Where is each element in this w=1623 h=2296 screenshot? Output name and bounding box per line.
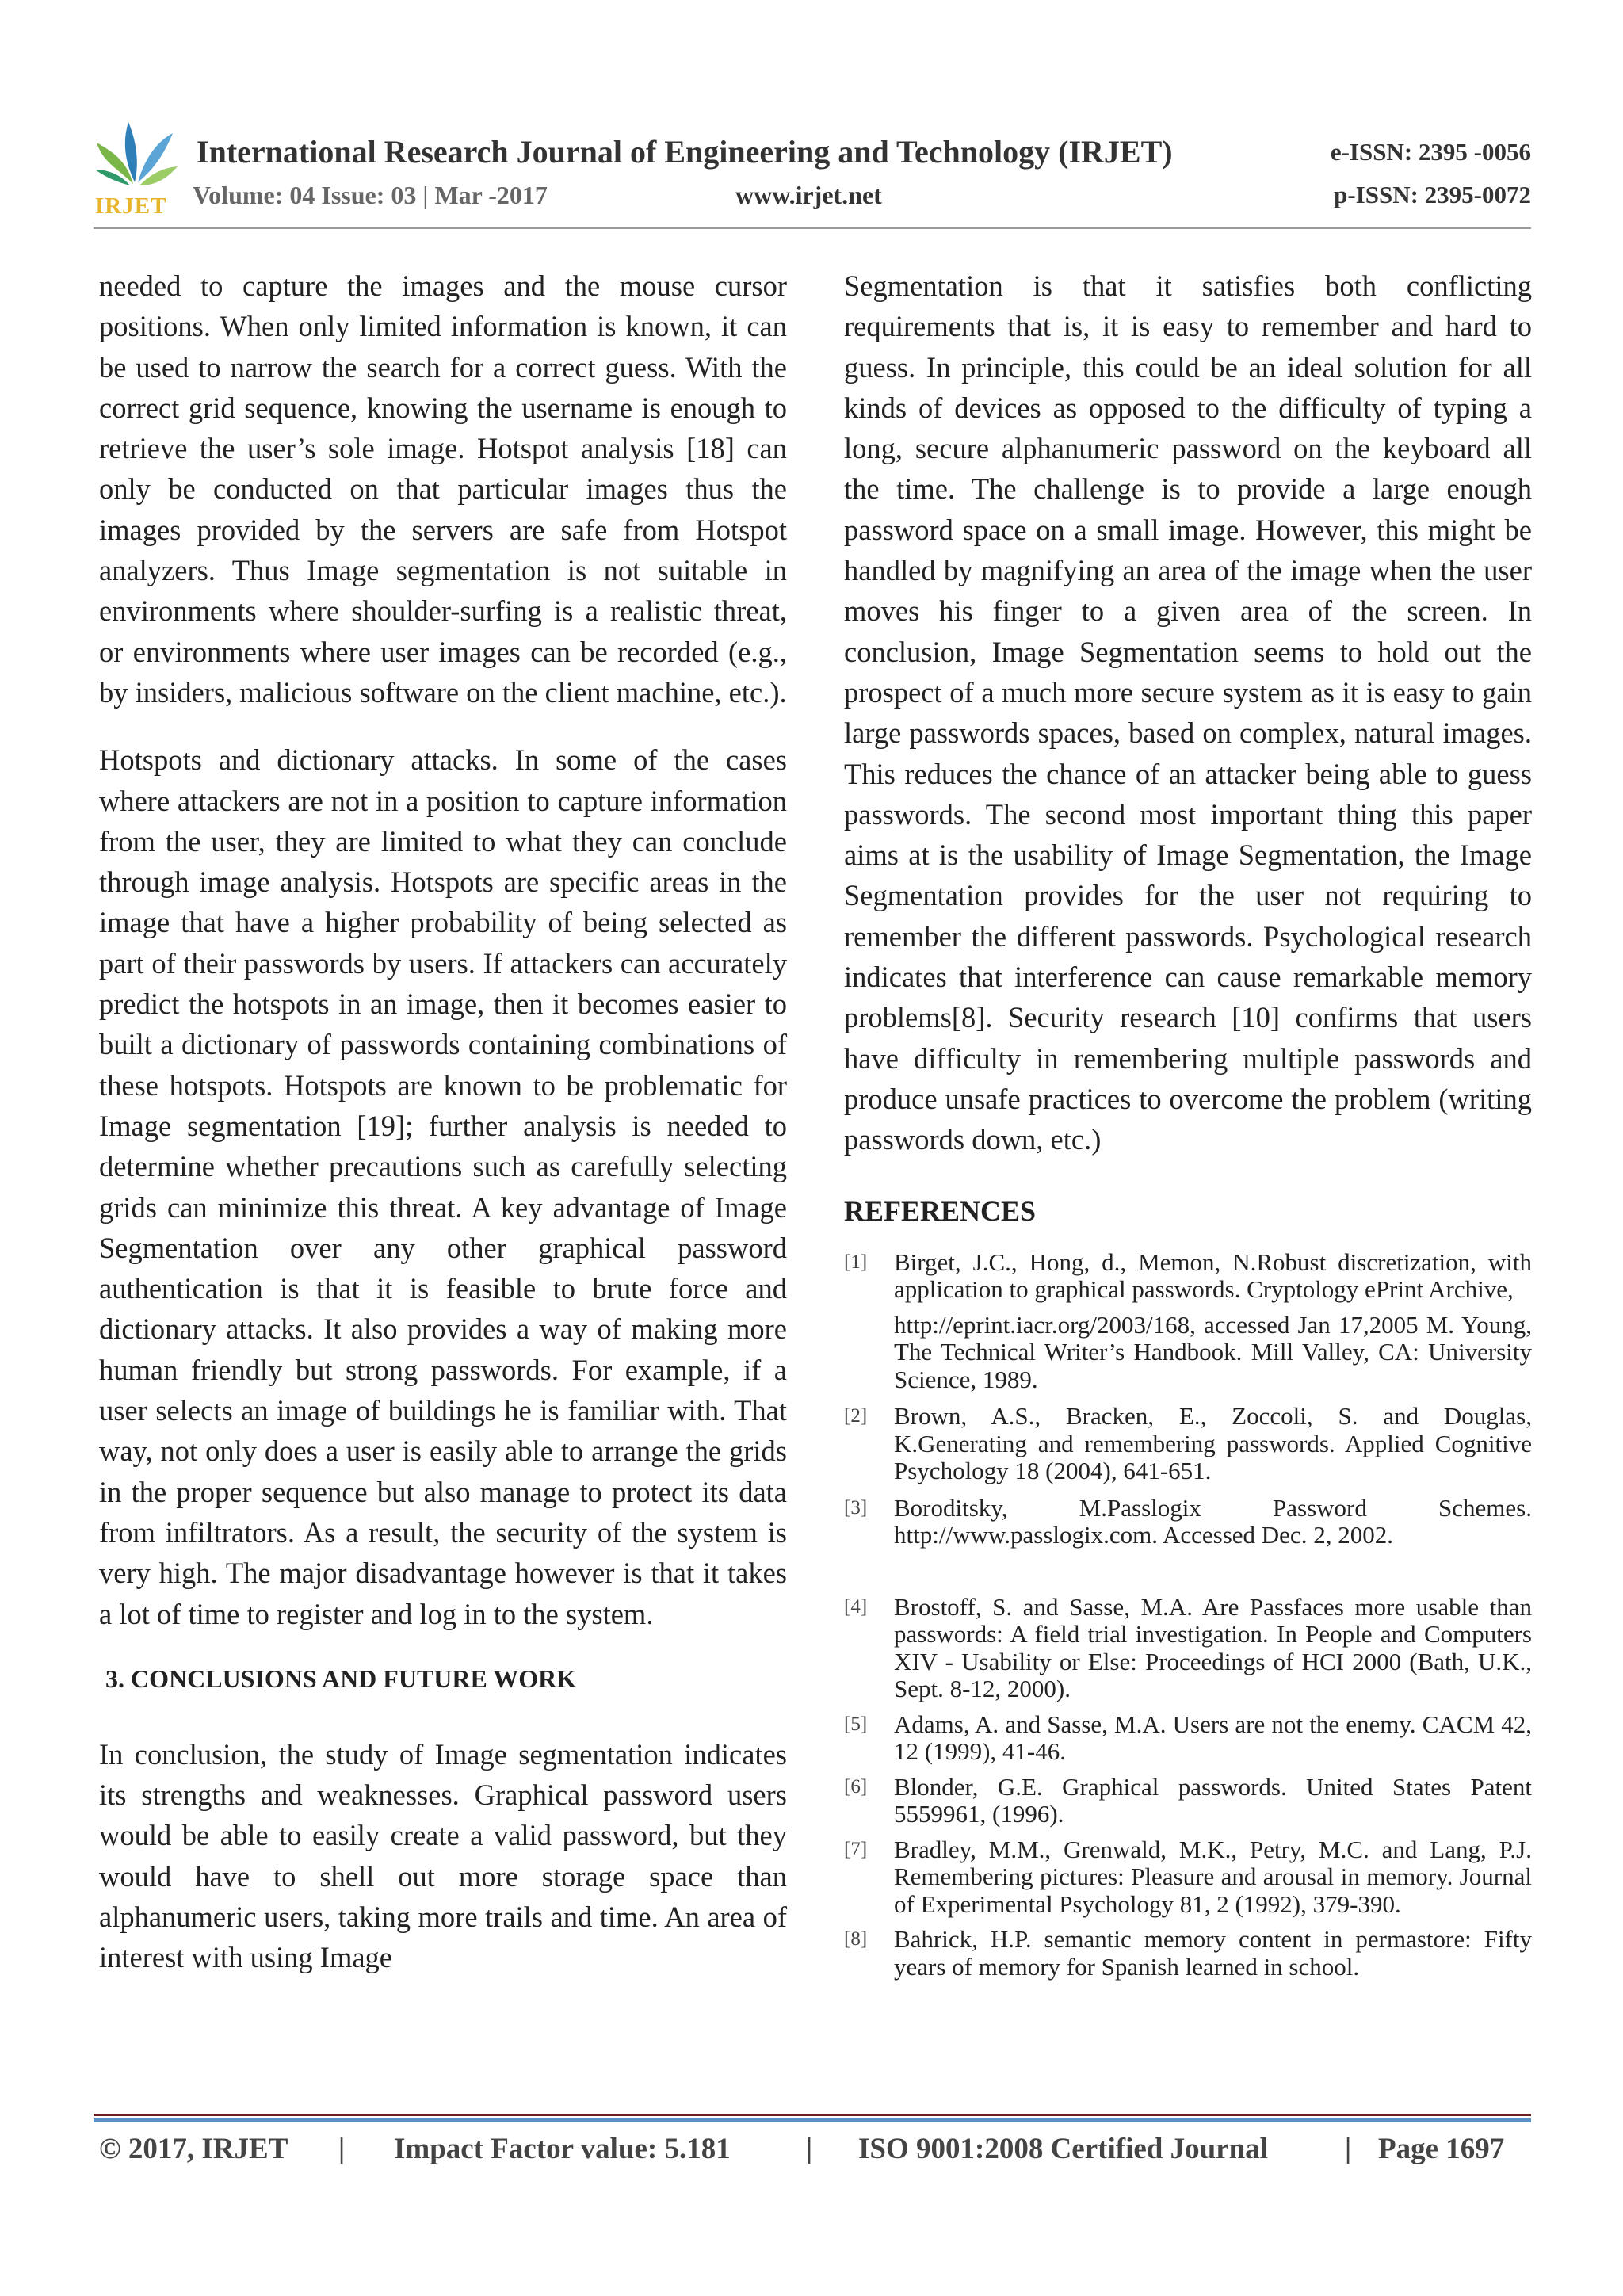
reference-text: Adams, A. and Sasse, M.A. Users are not the enemy. CACM 42, 12 (1999), 41-46.: [894, 1710, 1532, 1766]
footer-divider-bottom: [94, 2118, 1531, 2122]
volume-issue: Volume: 04 Issue: 03 | Mar -2017: [193, 181, 548, 209]
reference-text: Brown, A.S., Bracken, E., Zoccoli, S. and Douglas, K.Generating and remembering passwords. Applied Cognitive Psychology 18 (2004), 641-651.: [894, 1402, 1532, 1485]
journal-title: International Research Journal of Engineering and Technology (IRJET): [197, 134, 1173, 170]
reference-number: [4]: [844, 1595, 868, 1618]
body-paragraph: needed to capture the images and the mouse cursor positions. When only limited information is known, it can be used to narrow the search for a correct guess. With the correct grid sequence, knowing the username is enough to retrieve the user’s sole image. Hotspot analysis [18] can only be conducted on that particular images thus the images provided by the servers are safe from Hotspot analyzers. Thus Image segmentation is not suitable in environments where shoulder-surfing is a realistic threat, or environments where user images can be recorded (e.g., by insiders, malicious software on the client machine, etc.).: [99, 269, 787, 709]
reference-item: [844, 1403, 1532, 1485]
section-heading: 3. CONCLUSIONS AND FUTURE WORK: [105, 1664, 577, 1693]
reference-number: [3]: [844, 1496, 868, 1519]
header-divider: [94, 227, 1531, 229]
eissn: e-ISSN: 2395 -0056: [1330, 138, 1531, 166]
journal-website-link[interactable]: www.irjet.net: [735, 181, 882, 209]
reference-number: [7]: [844, 1838, 868, 1860]
logo-label: IRJET: [95, 193, 167, 219]
footer-separator: |: [806, 2133, 813, 2165]
reference-text: http://eprint.iacr.org/2003/168, accessed Jan 17,2005 M. Young, The Technical Writer’s Handbook. Mill Valley, CA: University Science, 1989.: [894, 1310, 1532, 1393]
reference-number: [8]: [844, 1928, 868, 1950]
reference-number: [1]: [844, 1251, 868, 1273]
reference-item: [844, 1926, 1532, 1981]
footer-impact-factor: Impact Factor value: 5.181: [394, 2133, 731, 2165]
footer-iso: ISO 9001:2008 Certified Journal: [858, 2133, 1268, 2165]
references-heading: REFERENCES: [844, 1194, 1037, 1227]
reference-text: Bahrick, H.P. semantic memory content in permastore: Fifty years of memory for Spanish learned in school.: [894, 1925, 1532, 1981]
pissn: p-ISSN: 2395-0072: [1334, 181, 1531, 208]
right-column: [844, 266, 1532, 1981]
reference-item: [844, 1249, 1532, 1394]
body-paragraph: Hotspots and dictionary attacks. In some of the cases where attackers are not in a position to capture information from the user, they are limited to what they can conclude through image analysis. Hotspots are specific areas in the image that have a higher probability of being selected as part of their passwords by users. If attackers can accurately predict the hotspots in an image, then it becomes easier to built a dictionary of passwords containing combinations of these hotspots. Hotspots are known to be problematic for Image segmentation [19]; further analysis is needed to determine whether precautions such as carefully selecting grids can minimize this threat. A key advantage of Image Segmentation over any other graphical password authentication is that it is feasible to brute force and dictionary attacks. It also provides a way of making more human friendly but strong passwords. For example, if a user selects an image of buildings he is familiar with. That way, not only does a user is easily able to arrange the grids in the proper sequence but also manage to protect its data from infiltrators. As a result, the security of the system is very high. The major disadvantage however is that it takes a lot of time to register and log in to the system.: [99, 743, 787, 1630]
reference-text: Boroditsky, M.Passlogix Password Schemes. http://www.passlogix.com. Accessed Dec. 2, 2002.: [894, 1493, 1532, 1549]
footer-divider-top: [94, 2114, 1531, 2116]
footer-page-number: Page 1697: [1378, 2133, 1505, 2165]
reference-number: [6]: [844, 1775, 868, 1797]
references-list: [844, 1249, 1532, 1981]
footer-copyright: © 2017, IRJET: [99, 2133, 288, 2165]
reference-text: Bradley, M.M., Grenwald, M.K., Petry, M.C. and Lang, P.J. Remembering pictures: Pleasure and arousal in memory. Journal of Experimental Psychology 81, 2 (1992), 379-390.: [894, 1835, 1532, 1918]
reference-text: Birget, J.C., Hong, d., Memon, N.Robust discretization, with application to graphical passwords. Cryptology ePrint Archive,: [894, 1247, 1532, 1304]
reference-text: Blonder, G.E. Graphical passwords. United States Patent 5559961, (1996).: [894, 1772, 1532, 1828]
reference-item: [844, 1711, 1532, 1766]
page-footer: [99, 2132, 1526, 2179]
reference-item: [844, 1836, 1532, 1919]
reference-item: [844, 1774, 1532, 1828]
footer-separator: |: [338, 2133, 346, 2165]
irjet-logo: [94, 119, 179, 222]
left-column: [99, 266, 787, 1978]
body-paragraph: Segmentation is that it satisfies both conflicting requirements that is, it is easy to remember and hard to guess. In principle, this could be an ideal solution for all kinds of devices as opposed to the difficulty of typing a long, secure alphanumeric password on the keyboard all the time. The challenge is to provide a large enough password space on a small image. However, this might be handled by magnifying an area of the image when the user moves his finger to a given area of the screen. In conclusion, Image Segmentation seems to hold out the prospect of a much more secure system as it is easy to gain large passwords spaces, based on complex, natural images. This reduces the chance of an attacker being able to guess passwords. The second most important thing this paper aims at is the usability of Image Segmentation, the Image Segmentation provides for the user not requiring to remember the different passwords. Psychological research indicates that interference can cause remarkable memory problems[8]. Security research [10] confirms that users have difficulty in remembering multiple passwords and produce unsafe practices to overcome the problem (writing passwords down, etc.): [844, 269, 1532, 1156]
reference-text: Brostoff, S. and Sasse, M.A. Are Passfaces more usable than passwords: A field trial investigation. In People and Computers XIV - Usability or Else: Proceedings of HCI 2000 (Bath, U.K., Sept. 8-12, 2000).: [894, 1592, 1532, 1703]
footer-separator: |: [1345, 2133, 1352, 2165]
reference-number: [5]: [844, 1713, 868, 1735]
reference-item: [844, 1594, 1532, 1703]
reference-item: [844, 1495, 1532, 1549]
page-header: [94, 111, 1531, 234]
reference-number: [2]: [844, 1405, 868, 1427]
body-paragraph: In conclusion, the study of Image segmentation indicates its strengths and weaknesses. Graphical password users would be able to easily create a valid password, but they would have to shell out more storage space than alphanumeric users, taking more trails and time. An area of interest with using Image: [99, 1737, 787, 1974]
